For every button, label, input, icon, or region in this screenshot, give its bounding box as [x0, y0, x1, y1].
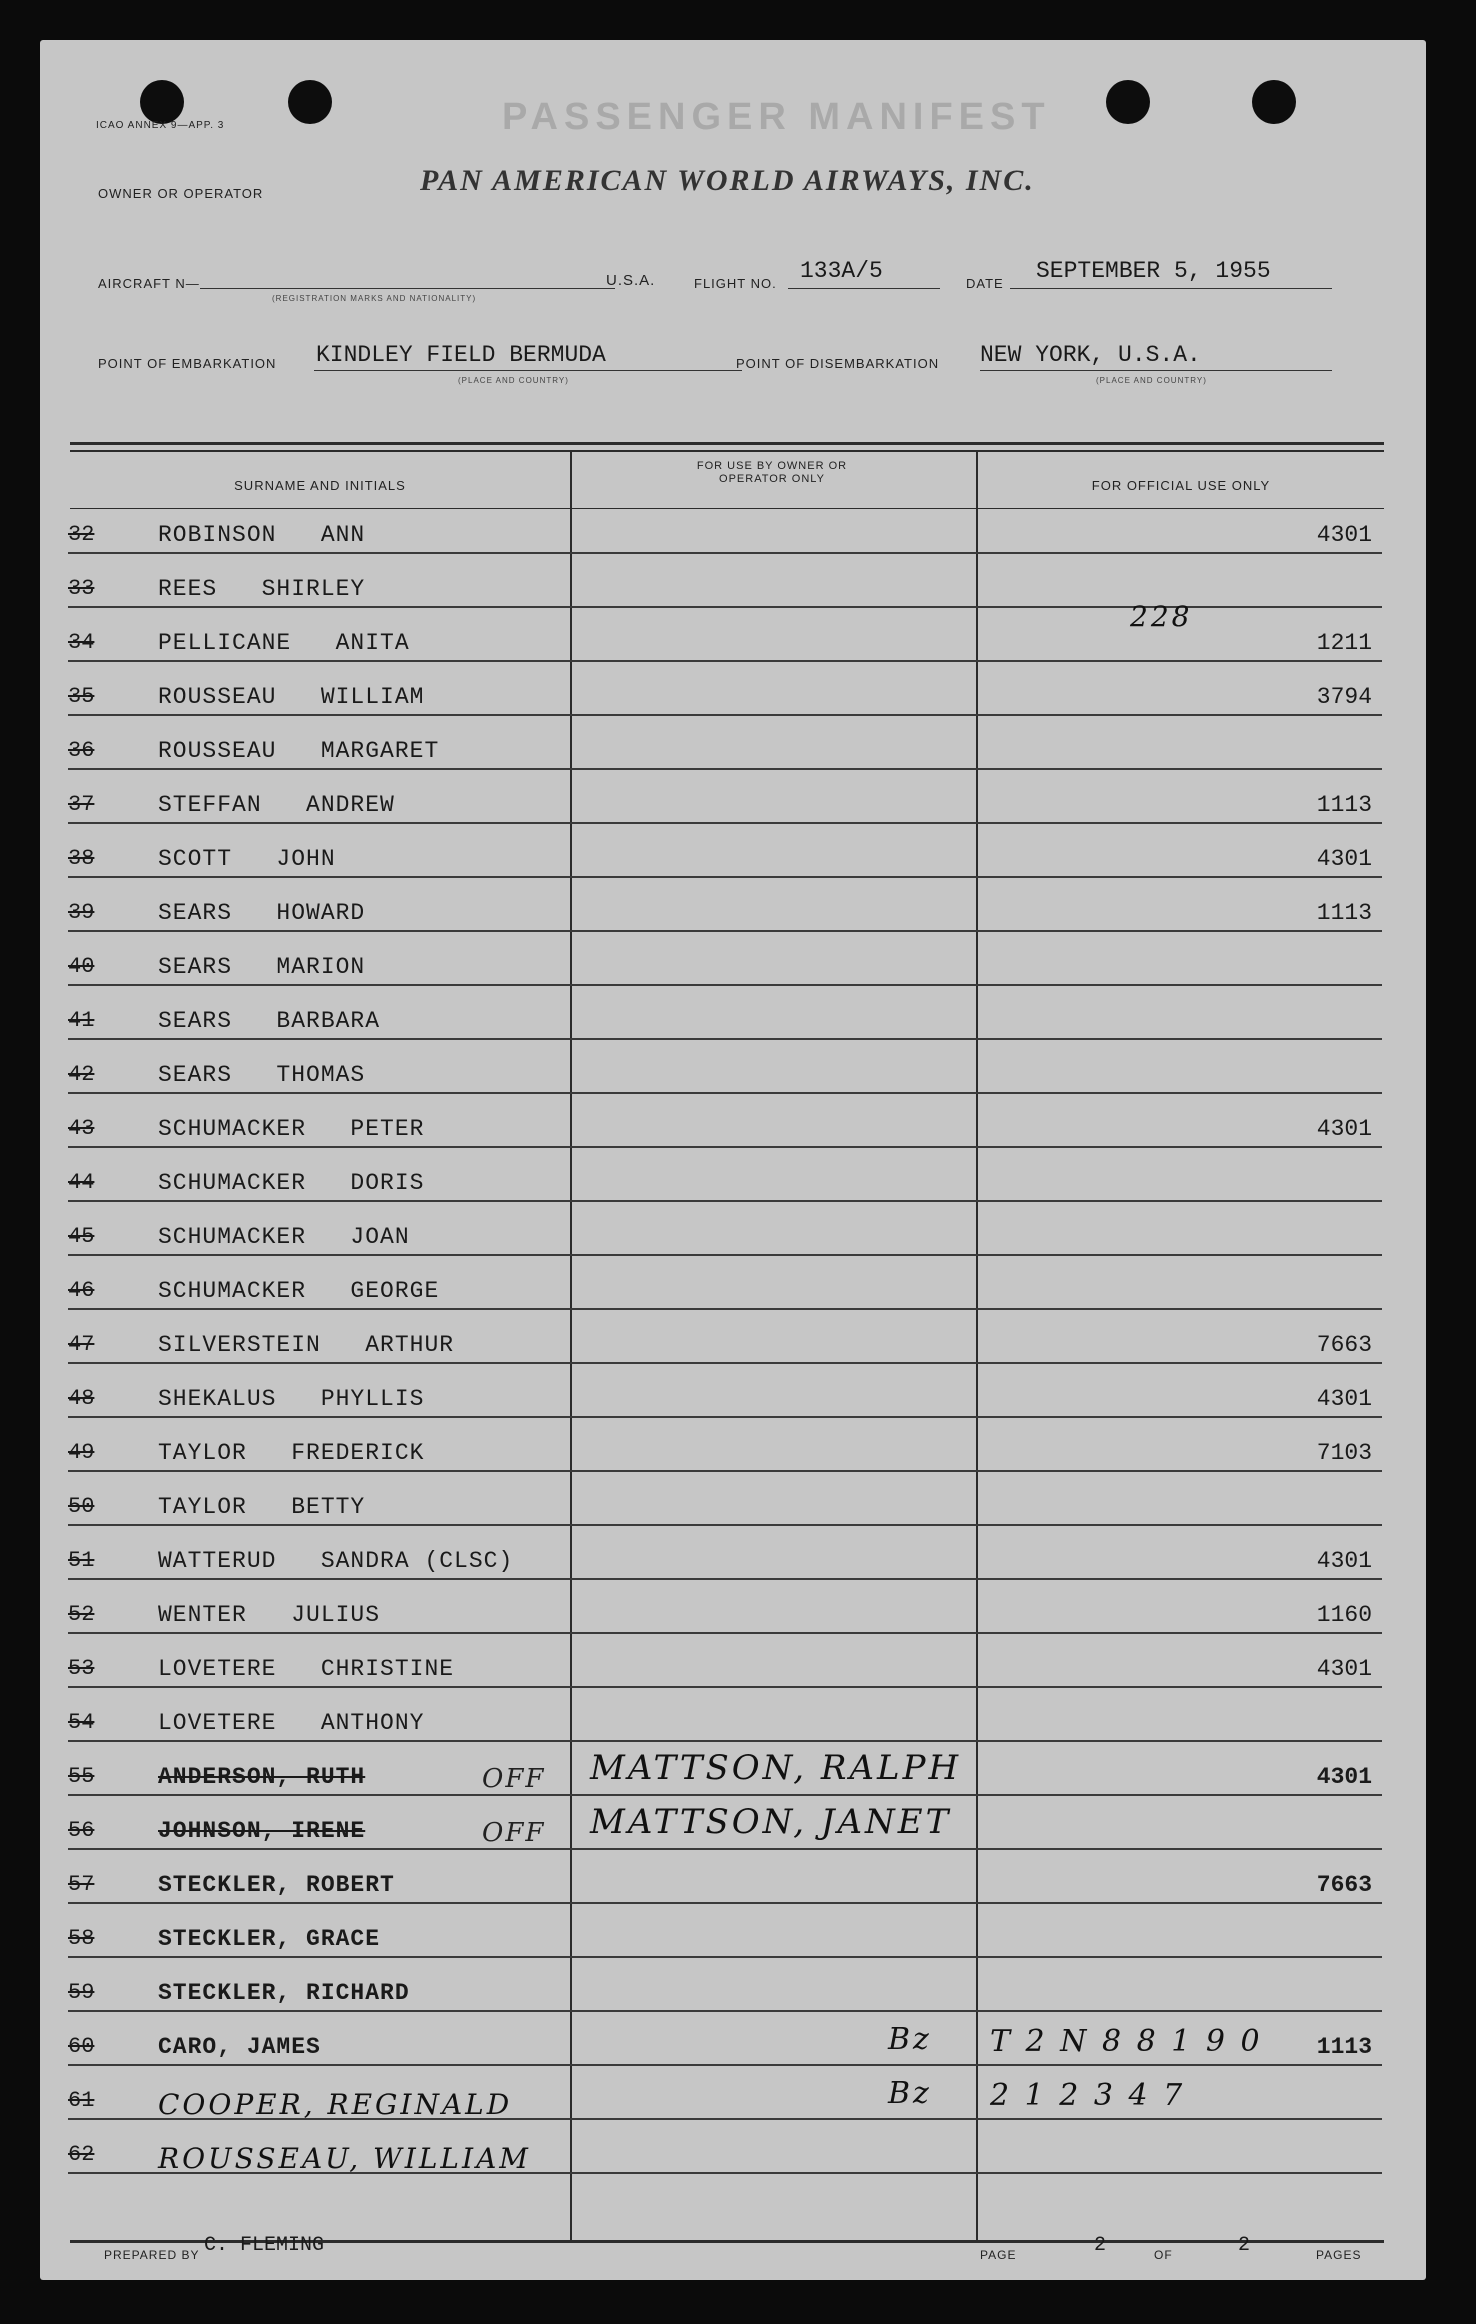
passenger-name: SEARS THOMAS: [158, 1062, 366, 1088]
passenger-number: 42: [68, 1062, 95, 1087]
official-code: 4301: [1316, 1548, 1372, 1574]
official-note: 2 1 2 3 4 7: [990, 2078, 1186, 2113]
passenger-number: 62: [68, 2142, 95, 2167]
passenger-number: 58: [68, 1926, 95, 1951]
row-rule: [68, 1794, 1382, 1796]
passenger-number: 60: [68, 2034, 95, 2059]
passenger-name: SCHUMACKER GEORGE: [158, 1278, 440, 1304]
row-rule: [68, 660, 1382, 662]
passenger-number: 45: [68, 1224, 95, 1249]
passenger-row: [40, 1212, 1380, 1266]
passenger-name: ANDERSON, RUTH: [158, 1764, 366, 1790]
row-rule: [68, 930, 1382, 932]
punch-hole: [288, 80, 332, 124]
official-code: 4301: [1316, 1764, 1372, 1790]
passenger-number: 35: [68, 684, 95, 709]
passenger-number: 56: [68, 1818, 95, 1843]
passenger-name: SCHUMACKER DORIS: [158, 1170, 425, 1196]
official-code: 4301: [1316, 522, 1372, 548]
official-code: 1113: [1316, 2034, 1372, 2060]
embark-label: POINT OF EMBARKATION: [98, 356, 277, 371]
off-mark: OFF: [482, 1818, 546, 1848]
row-rule: [68, 2010, 1382, 2012]
passenger-row: [40, 780, 1380, 834]
owner-value: PAN AMERICAN WORLD AIRWAYS, INC.: [420, 164, 1035, 197]
passenger-name: COOPER, REGINALD: [158, 2088, 513, 2121]
passenger-name: WENTER JULIUS: [158, 1602, 381, 1628]
aircraft-label: AIRCRAFT N—: [98, 276, 200, 291]
passenger-row: [40, 1698, 1380, 1752]
official-code: 1113: [1316, 792, 1372, 818]
passenger-number: 41: [68, 1008, 95, 1033]
passenger-name: REES SHIRLEY: [158, 576, 366, 602]
official-code: 4301: [1316, 1386, 1372, 1412]
passenger-number: 49: [68, 1440, 95, 1465]
passenger-name: SCHUMACKER PETER: [158, 1116, 425, 1142]
embark-sublabel: (PLACE AND COUNTRY): [458, 376, 569, 385]
row-rule: [68, 1254, 1382, 1256]
passenger-row: [40, 996, 1380, 1050]
passenger-row: [40, 834, 1380, 888]
passenger-row: [40, 2076, 1380, 2130]
official-code: 1113: [1316, 900, 1372, 926]
passenger-row: [40, 672, 1380, 726]
row-rule: [68, 1470, 1382, 1472]
form-title: PASSENGER MANIFEST: [502, 96, 1051, 138]
row-rule: [68, 552, 1382, 554]
passenger-list: [40, 510, 1426, 2250]
initials-mark: Bz: [888, 2076, 932, 2111]
initials-mark: Bz: [888, 2022, 932, 2057]
prepared-label-visible: PREPARED BY: [104, 2248, 200, 2262]
passenger-row: [40, 1802, 1380, 1860]
official-code: 4301: [1316, 1116, 1372, 1142]
row-rule: [68, 1146, 1382, 1148]
aircraft-sublabel: (REGISTRATION MARKS AND NATIONALITY): [272, 294, 477, 303]
row-rule: [68, 1632, 1382, 1634]
passenger-number: 57: [68, 1872, 95, 1897]
passenger-number: 38: [68, 846, 95, 871]
passenger-name: ROBINSON ANN: [158, 522, 366, 548]
official-code: 4301: [1316, 846, 1372, 872]
row-rule: [68, 822, 1382, 824]
passenger-number: 39: [68, 900, 95, 925]
passenger-name: STECKLER, RICHARD: [158, 1980, 410, 2006]
row-rule: [68, 1092, 1382, 1094]
of-label: OF: [1154, 2248, 1173, 2262]
passenger-name: JOHNSON, IRENE: [158, 1818, 366, 1844]
passenger-name: STECKLER, GRACE: [158, 1926, 381, 1952]
passenger-row: [40, 1536, 1380, 1590]
date-value: SEPTEMBER 5, 1955: [1036, 258, 1271, 284]
row-rule: [68, 1524, 1382, 1526]
flight-label: FLIGHT NO.: [694, 276, 777, 291]
passenger-row: [40, 888, 1380, 942]
official-code: 7663: [1316, 1872, 1372, 1898]
passenger-name: CARO, JAMES: [158, 2034, 321, 2060]
official-code: 4301: [1316, 1656, 1372, 1682]
row-rule: [68, 1956, 1382, 1958]
punch-hole: [140, 80, 184, 124]
passenger-row: [40, 726, 1380, 780]
passenger-row: [40, 1104, 1380, 1158]
official-code: 7103: [1316, 1440, 1372, 1466]
disembark-sublabel: (PLACE AND COUNTRY): [1096, 376, 1207, 385]
passenger-row: [40, 1914, 1380, 1968]
passenger-number: 43: [68, 1116, 95, 1141]
col-header-surname: SURNAME AND INITIALS: [234, 478, 406, 493]
passenger-name: SEARS HOWARD: [158, 900, 366, 926]
passenger-row: [40, 510, 1380, 564]
punch-hole: [1106, 80, 1150, 124]
passenger-row: [40, 2130, 1380, 2184]
passenger-name: STEFFAN ANDREW: [158, 792, 395, 818]
passenger-name: WATTERUD SANDRA (CLSC): [158, 1548, 514, 1574]
passenger-name: SCHUMACKER JOAN: [158, 1224, 410, 1250]
row-rule: [68, 2118, 1382, 2120]
passenger-name: PELLICANE ANITA: [158, 630, 410, 656]
official-code: 7663: [1316, 1332, 1372, 1358]
passenger-name: ROUSSEAU MARGARET: [158, 738, 440, 764]
off-mark: OFF: [482, 1764, 546, 1794]
passenger-row: [40, 1644, 1380, 1698]
row-rule: [68, 876, 1382, 878]
passenger-number: 32: [68, 522, 95, 547]
passenger-number: 34: [68, 630, 95, 655]
passenger-row: [40, 1860, 1380, 1914]
passenger-name: LOVETERE ANTHONY: [158, 1710, 425, 1736]
passenger-number: 50: [68, 1494, 95, 1519]
manifest-sheet: [40, 40, 1426, 2280]
passenger-number: 53: [68, 1656, 95, 1681]
passenger-name: SHEKALUS PHYLLIS: [158, 1386, 425, 1412]
passenger-row: [40, 2022, 1380, 2076]
passenger-row: [40, 1374, 1380, 1428]
passenger-row: [40, 1050, 1380, 1104]
disembark-label: POINT OF DISEMBARKATION: [736, 356, 940, 371]
passenger-name: STECKLER, ROBERT: [158, 1872, 395, 1898]
passenger-row: [40, 1590, 1380, 1644]
row-rule: [68, 1686, 1382, 1688]
col-header-owner: FOR USE BY OWNER OR OPERATOR ONLY: [696, 460, 848, 485]
row-rule: [68, 1308, 1382, 1310]
row-rule: [68, 1740, 1382, 1742]
passenger-number: 37: [68, 792, 95, 817]
passenger-row: [40, 1266, 1380, 1320]
official-code: 1160: [1316, 1602, 1372, 1628]
passenger-number: 46: [68, 1278, 95, 1303]
passenger-name: ROUSSEAU, WILLIAM: [158, 2142, 531, 2175]
row-rule: [68, 714, 1382, 716]
row-rule: [68, 1362, 1382, 1364]
passenger-name: LOVETERE CHRISTINE: [158, 1656, 455, 1682]
side-note: 228: [1130, 600, 1193, 633]
passenger-name: SEARS MARION: [158, 954, 366, 980]
col-header-official: FOR OFFICIAL USE ONLY: [1091, 478, 1271, 493]
row-rule: [68, 1416, 1382, 1418]
passenger-number: 47: [68, 1332, 95, 1357]
date-label: DATE: [966, 276, 1004, 291]
table-top-rule: [70, 442, 1384, 445]
pages-label: PAGES: [1316, 2248, 1362, 2262]
passenger-number: 36: [68, 738, 95, 763]
passenger-row: [40, 1428, 1380, 1482]
official-code: 3794: [1316, 684, 1372, 710]
aircraft-nationality: U.S.A.: [606, 272, 656, 289]
row-rule: [68, 2172, 1382, 2174]
passenger-row: [40, 1482, 1380, 1536]
passenger-row: [40, 1158, 1380, 1212]
official-note: T 2 N 8 8 1 9 0: [990, 2024, 1263, 2059]
passenger-number: 52: [68, 1602, 95, 1627]
passenger-row: [40, 942, 1380, 996]
punch-hole: [1252, 80, 1296, 124]
passenger-number: 59: [68, 1980, 95, 2005]
row-rule: [68, 768, 1382, 770]
page-value: 2: [1094, 2234, 1107, 2257]
passenger-name: TAYLOR FREDERICK: [158, 1440, 425, 1466]
row-rule: [68, 1200, 1382, 1202]
passenger-number: 33: [68, 576, 95, 601]
official-code: 1211: [1316, 630, 1372, 656]
page-label: PAGE: [980, 2248, 1017, 2262]
replacement-name: MATTSON, RALPH: [590, 1748, 962, 1788]
passenger-number: 44: [68, 1170, 95, 1195]
row-rule: [68, 1578, 1382, 1580]
passenger-number: 48: [68, 1386, 95, 1411]
passenger-number: 40: [68, 954, 95, 979]
row-rule: [68, 984, 1382, 986]
passenger-name: SILVERSTEIN ARTHUR: [158, 1332, 455, 1358]
passenger-name: TAYLOR BETTY: [158, 1494, 366, 1520]
row-rule: [68, 1902, 1382, 1904]
embark-value: KINDLEY FIELD BERMUDA: [316, 342, 606, 368]
prepared-value: C. FLEMING: [204, 2234, 325, 2257]
row-rule: [68, 2064, 1382, 2066]
passenger-name: SEARS BARBARA: [158, 1008, 381, 1034]
replacement-name: MATTSON, JANET: [590, 1802, 952, 1842]
passenger-number: 51: [68, 1548, 95, 1573]
disembark-value: NEW YORK, U.S.A.: [980, 342, 1201, 368]
passenger-row: [40, 1748, 1380, 1806]
passenger-number: 54: [68, 1710, 95, 1735]
row-rule: [68, 1038, 1382, 1040]
passenger-number: 61: [68, 2088, 95, 2113]
of-value: 2: [1238, 2234, 1251, 2257]
passenger-name: ROUSSEAU WILLIAM: [158, 684, 425, 710]
row-rule: [68, 1848, 1382, 1850]
passenger-row: [40, 1320, 1380, 1374]
passenger-number: 55: [68, 1764, 95, 1789]
flight-value: 133A/5: [800, 258, 883, 284]
passenger-name: SCOTT JOHN: [158, 846, 336, 872]
passenger-row: [40, 1968, 1380, 2022]
owner-label: OWNER OR OPERATOR: [98, 186, 264, 201]
form-code: ICAO ANNEX 9—APP. 3: [96, 120, 225, 131]
